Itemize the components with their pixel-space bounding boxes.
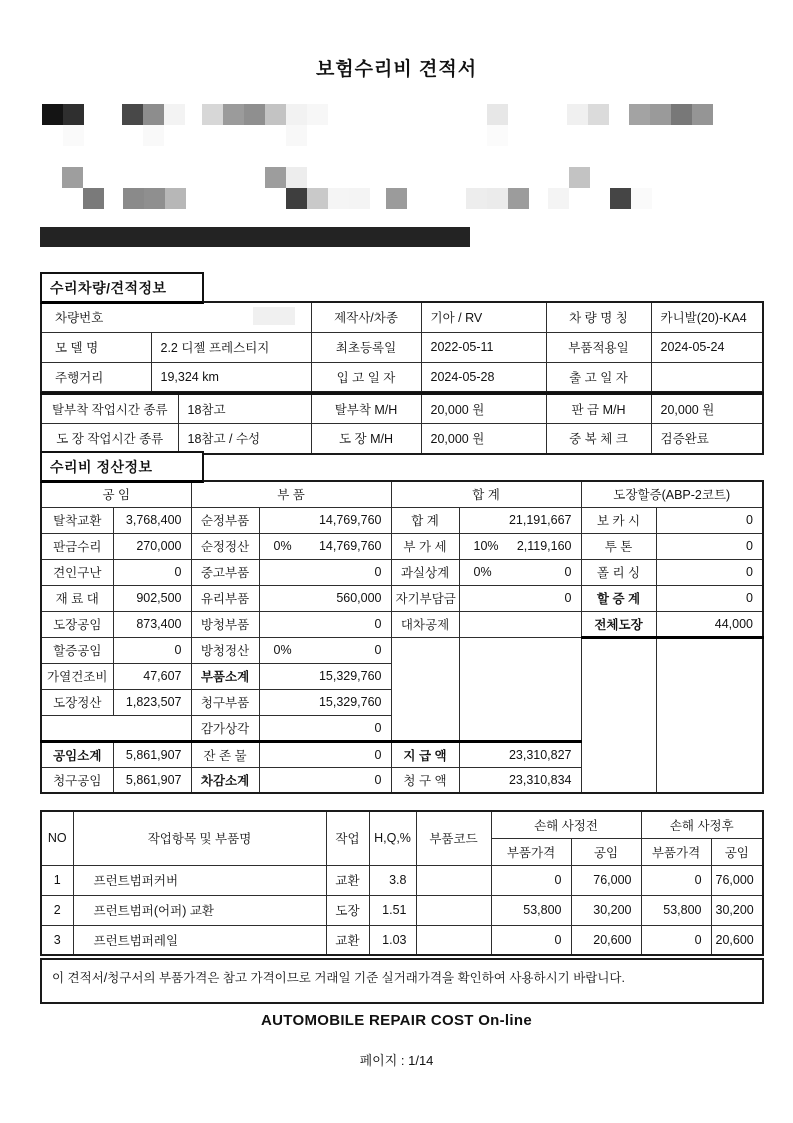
table-cell: 순정부품 [191,507,259,533]
vehicle-name-value: 카니발(20)-KA4 [651,302,763,332]
table-cell [459,533,581,559]
table-cell: 0 [113,637,191,663]
table-cell: 도장할증(ABP-2코트) [581,481,763,507]
redacted-block [487,188,508,209]
table-cell: 재 료 대 [41,585,113,611]
redacted-block [123,188,144,209]
cost-settlement-table [40,480,764,794]
redacted-block [143,104,164,125]
redacted-block [307,104,328,125]
redacted-block [165,188,186,209]
table-cell [459,637,581,741]
table-cell: 5,861,907 [113,741,191,767]
redacted-block [122,104,143,125]
table-cell: 작업 [326,811,369,865]
redacted-block [508,188,529,209]
table-cell: 판 금 M/H [546,394,651,424]
redacted-block [286,104,307,125]
table-cell: 손해 사정전 [491,811,641,838]
table-cell: 3.8 [369,865,416,895]
table-cell: 0 [259,559,391,585]
table-cell: 0 [641,865,711,895]
table-cell: 0 [491,865,571,895]
table-cell: 작업항목 및 부품명 [73,811,326,865]
section-tab-vehicle-info [40,272,204,304]
table-cell [459,611,581,637]
redacted-block [223,104,244,125]
work-items-table [40,810,764,956]
table-cell: NO [41,811,73,865]
table-cell: 0 [259,767,391,793]
redacted-block [328,188,349,209]
table-cell: 방청부품 [191,611,259,637]
table-cell: 지 급 액 [391,741,459,767]
table-cell: 폴 리 싱 [581,559,656,585]
notice-text: 이 견적서/청구서의 부품가격은 참고 가격이므로 거래일 기준 실거래가격을 확인하여 사용하시기 바랍니다. [52,971,625,985]
redacted-block [650,104,671,125]
percent-prefix: 0% [273,539,292,553]
table-cell: 순정정산 [191,533,259,559]
table-cell: 탈부착 작업시간 종류 [41,394,178,424]
cell-value: 0 [564,565,572,579]
table-cell: 감가상각 [191,715,259,741]
table-cell: 청구부품 [191,689,259,715]
table-cell: 15,329,760 [259,663,391,689]
redacted-block [386,188,407,209]
table-cell: 할 증 계 [581,585,656,611]
table-cell [459,559,581,585]
table-cell: 차감소계 [191,767,259,793]
redacted-block [307,188,328,209]
table-cell: 0 [259,611,391,637]
table-cell: 0 [656,507,763,533]
table-cell: 30,200 [571,895,641,925]
table-cell: 교환 [326,925,369,955]
table-cell: 유리부품 [191,585,259,611]
table-cell: 출 고 일 자 [546,362,651,392]
work-items-table-wrap [40,810,764,956]
redacted-block [466,188,487,209]
table-cell: 1 [41,865,73,895]
redacted-block [42,104,63,125]
table-cell: 0 [259,715,391,741]
table-cell: 76,000 [711,865,763,895]
cell-value: 0 [374,643,382,657]
redacted-block [265,167,286,188]
table-cell: 0 [459,585,581,611]
table-cell: 공 임 [41,481,191,507]
table-cell: 교환 [326,865,369,895]
redacted-block [629,104,650,125]
table-cell: 중 복 체 크 [546,424,651,454]
table-cell: 18참고 / 수성 [178,424,311,454]
work-time-table [40,392,764,455]
table-cell: 20,000 원 [421,394,546,424]
cell-value: 14,769,760 [318,539,382,553]
notice-box [40,958,764,1004]
table-cell: 53,800 [491,895,571,925]
table-cell: 방청정산 [191,637,259,663]
table-cell: 47,607 [113,663,191,689]
document-title: 보험수리비 견적서 [315,59,478,80]
table-cell: 할증공임 [41,637,113,663]
table-cell: 76,000 [571,865,641,895]
table-cell: 잔 존 물 [191,741,259,767]
table-cell: 20,600 [711,925,763,955]
cell-value: 2,119,160 [516,539,572,553]
table-cell: 도장정산 [41,689,113,715]
arrival-date: 2024-05-28 [421,362,546,392]
table-cell [41,715,191,741]
first-registration-date: 2022-05-11 [421,332,546,362]
table-cell: 입 고 일 자 [311,362,421,392]
table-cell: 0 [656,533,763,559]
table-cell: 902,500 [113,585,191,611]
table-cell: 560,000 [259,585,391,611]
redacted-block [63,125,84,146]
percent-prefix: 10% [473,539,499,553]
parts-apply-date: 2024-05-24 [651,332,763,362]
table-cell: 판금수리 [41,533,113,559]
table-cell: 차 량 명 칭 [546,302,651,332]
table-cell: 자기부담금 [391,585,459,611]
table-cell: 1,823,507 [113,689,191,715]
table-cell: 프런트범퍼커버 [73,865,326,895]
table-cell [416,865,491,895]
table-cell: 탈부착 M/H [311,394,421,424]
percent-prefix: 0% [473,565,492,579]
redacted-block [143,125,164,146]
redacted-block [631,188,652,209]
redacted-block [588,104,609,125]
redacted-block [487,104,508,125]
table-cell: 1.03 [369,925,416,955]
table-cell: 검증완료 [651,424,763,454]
redacted-block [164,104,185,125]
redacted-block [202,104,223,125]
table-cell [259,637,391,663]
table-cell: 투 톤 [581,533,656,559]
table-cell: 270,000 [113,533,191,559]
table-cell: 14,769,760 [259,507,391,533]
table-cell: 873,400 [113,611,191,637]
redacted-block [567,104,588,125]
release-date [651,362,763,392]
table-cell: 부품가격 [491,838,571,865]
table-cell: 과실상계 [391,559,459,585]
table-cell [391,637,459,741]
table-cell: 부 가 세 [391,533,459,559]
section-tab-cost-info-label: 수리비 정산정보 [50,458,153,475]
table-cell: 0 [259,741,391,767]
redacted-block [671,104,692,125]
mileage-value: 19,324 km [151,362,311,392]
table-cell: 도 장 M/H [311,424,421,454]
table-cell: 손해 사정후 [641,811,763,838]
percent-prefix: 0% [273,643,292,657]
table-cell [416,895,491,925]
redacted-block [63,104,84,125]
table-cell: 보 카 시 [581,507,656,533]
table-cell: 제작사/차종 [311,302,421,332]
table-cell: 전체도장 [581,611,656,637]
table-cell: 부 품 [191,481,391,507]
table-cell: 청 구 액 [391,767,459,793]
redacted-block [487,125,508,146]
redacted-block [349,188,370,209]
table-cell: 0 [641,925,711,955]
table-cell: 18참고 [178,394,311,424]
table-cell [416,925,491,955]
table-cell: 최초등록일 [311,332,421,362]
table-cell: 프런트범퍼레일 [73,925,326,955]
section-tab-vehicle-info-label: 수리차량/견적정보 [50,279,167,296]
table-cell [581,637,656,793]
table-cell: 가열건조비 [41,663,113,689]
redacted-block [244,104,265,125]
redacted-block [610,188,631,209]
table-cell: 5,861,907 [113,767,191,793]
table-cell: 주행거리 [41,362,151,392]
page-indicator: 페이지 : 1/14 [359,1053,434,1068]
table-cell: 2 [41,895,73,925]
vehicle-info-table [40,301,764,393]
section-tab-cost-info [40,451,204,483]
table-cell: 중고부품 [191,559,259,585]
redacted-block [569,167,590,188]
maker-type-value: 기아 / RV [421,302,546,332]
redacted-block [40,227,470,247]
redacted-block [144,188,165,209]
table-cell: 1.51 [369,895,416,925]
redacted-block [286,188,307,209]
table-cell: 0 [113,559,191,585]
table-cell: 23,310,834 [459,767,581,793]
table-cell: 도장 [326,895,369,925]
redacted-block [286,167,307,188]
table-cell: 합 계 [391,507,459,533]
table-cell: 합 계 [391,481,581,507]
vehicle-number-label: 차량번호 [41,302,311,332]
table-cell: 23,310,827 [459,741,581,767]
redacted-block [265,104,286,125]
table-cell: 20,600 [571,925,641,955]
model-value: 2.2 디젤 프레스티지 [151,332,311,362]
table-cell: 0 [656,585,763,611]
table-cell: 21,191,667 [459,507,581,533]
table-cell: 20,000 원 [421,424,546,454]
table-cell: 3 [41,925,73,955]
table-cell: 탈착교환 [41,507,113,533]
cost-settlement-table-wrap [40,480,764,794]
table-cell: 부품가격 [641,838,711,865]
table-cell: 0 [491,925,571,955]
vehicle-info-table-wrap [40,301,764,455]
table-cell: 부품적용일 [546,332,651,362]
table-cell: 도 장 작업시간 종류 [41,424,178,454]
table-cell: 공임소계 [41,741,113,767]
redacted-block [62,167,83,188]
table-cell: 44,000 [656,611,763,637]
redacted-block [548,188,569,209]
redacted-block [286,125,307,146]
table-cell: 3,768,400 [113,507,191,533]
table-cell: 부품소계 [191,663,259,689]
table-cell: 0 [656,559,763,585]
footer-brand: AUTOMOBILE REPAIR COST On-line [261,1012,532,1029]
table-cell: 30,200 [711,895,763,925]
table-cell: 프런트범퍼(어퍼) 교환 [73,895,326,925]
table-cell: 공임 [571,838,641,865]
table-cell: 대차공제 [391,611,459,637]
table-cell [259,533,391,559]
redacted-block [83,188,104,209]
table-cell: 53,800 [641,895,711,925]
table-cell: 부품코드 [416,811,491,865]
table-cell: 공임 [711,838,763,865]
table-cell: 청구공임 [41,767,113,793]
table-cell: 모 델 명 [41,332,151,362]
table-cell [656,637,763,793]
table-cell: 도장공임 [41,611,113,637]
table-cell: 견인구난 [41,559,113,585]
table-cell: H,Q,% [369,811,416,865]
redacted-block [692,104,713,125]
table-cell: 15,329,760 [259,689,391,715]
table-cell: 20,000 원 [651,394,763,424]
